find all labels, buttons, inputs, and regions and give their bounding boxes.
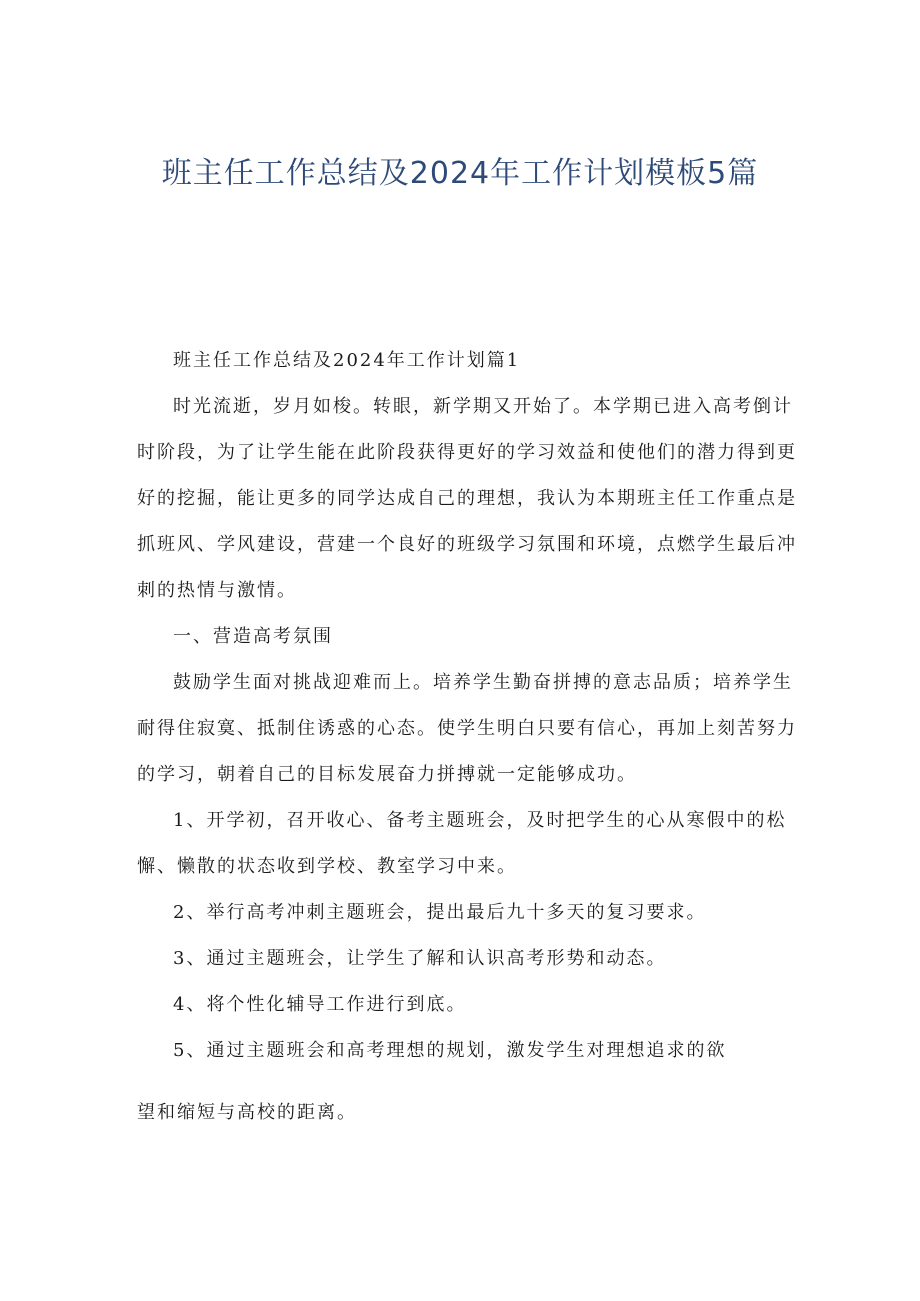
section-heading: 班主任工作总结及2024年工作计划篇1 xyxy=(173,350,521,371)
subsection-heading: 一、营造高考氛围 xyxy=(173,626,333,647)
document-title: 班主任工作总结及2024年工作计划模板5篇 xyxy=(161,156,759,191)
list-item: 3、通过主题班会，让学生了解和认识高考形势和动态。 xyxy=(173,948,667,969)
paragraph: 鼓励学生面对挑战迎难而上。培养学生勤奋拼搏的意志品质；培养学生耐得住寂寞、抵制住诱惑的心态。使学生明白只要有信心，再加上刻苦努力的学习，朝着自己的目标发展奋力拼搏就一定能够成功。 xyxy=(137,672,797,785)
list-item: 1、开学初，召开收心、备考主题班会，及时把学生的心从寒假中的松懈、懒散的状态收到学校、教室学习中来。 xyxy=(137,810,787,877)
continuation-line: 望和缩短与高校的距离。 xyxy=(137,1102,357,1123)
paragraph: 时光流逝，岁月如梭。转眼，新学期又开始了。本学期已进入高考倒计时阶段，为了让学生能在此阶段获得更好的学习效益和使他们的潜力得到更好的挖掘，能让更多的同学达成自己的理想，我认为本期班主任工作重点是抓班风、学风建设，营建一个良好的班级学习氛围和环境，点燃学生最后冲刺的热情与激情。 xyxy=(137,396,797,601)
document-body xyxy=(137,338,797,1136)
list-item: 2、举行高考冲刺主题班会，提出最后九十多天的复习要求。 xyxy=(173,902,707,923)
list-item: 5、通过主题班会和高考理想的规划，激发学生对理想追求的欲 xyxy=(173,1040,727,1061)
list-item: 4、将个性化辅导工作进行到底。 xyxy=(173,994,467,1015)
